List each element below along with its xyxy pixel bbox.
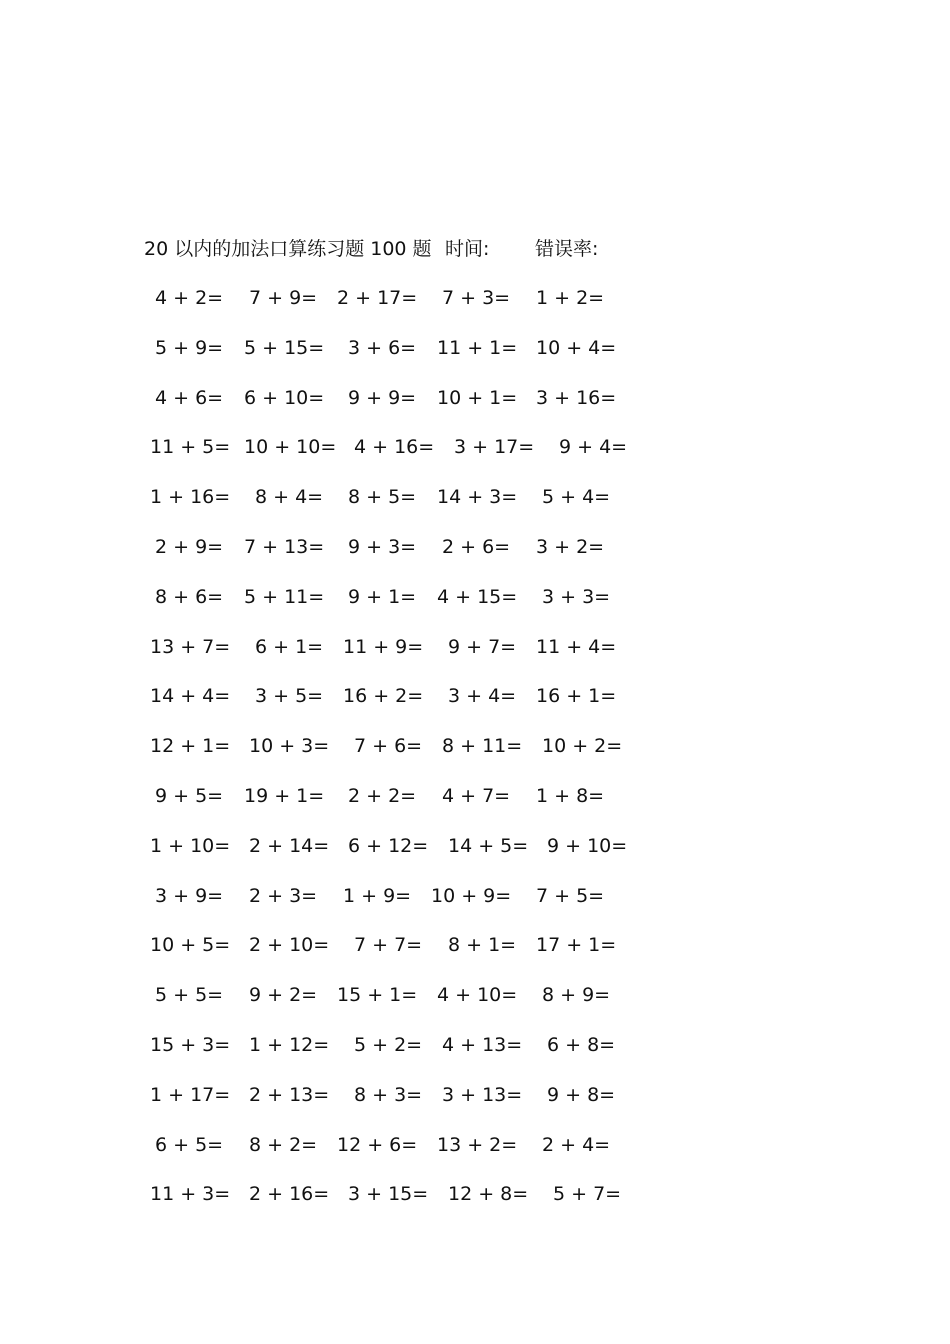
addition-problem: 9 + 2= — [249, 984, 318, 1007]
problem-row — [0, 432, 950, 462]
problem-row — [0, 831, 950, 861]
addition-problem: 3 + 4= — [448, 685, 517, 708]
addition-problem: 2 + 17= — [337, 287, 418, 309]
addition-problem: 6 + 8= — [547, 1034, 616, 1056]
addition-problem: 8 + 9= — [542, 984, 611, 1007]
addition-problem: 9 + 9= — [348, 386, 417, 409]
addition-problem: 7 + 13= — [244, 536, 325, 558]
addition-problem: 4 + 7= — [442, 785, 511, 807]
addition-problem: 5 + 2= — [354, 1034, 423, 1056]
addition-problem: 3 + 3= — [542, 585, 611, 608]
addition-problem: 1 + 16= — [150, 486, 231, 509]
addition-problem: 14 + 5= — [448, 834, 529, 857]
addition-problem: 7 + 5= — [536, 884, 605, 907]
addition-problem: 4 + 13= — [442, 1034, 523, 1056]
addition-problem: 2 + 9= — [155, 536, 224, 558]
problem-row — [0, 582, 950, 612]
addition-problem: 7 + 9= — [249, 287, 318, 309]
addition-problem: 5 + 5= — [155, 984, 224, 1007]
addition-problem: 6 + 10= — [244, 386, 325, 409]
addition-problem: 13 + 2= — [437, 1133, 518, 1156]
addition-problem: 8 + 5= — [348, 486, 417, 509]
addition-problem: 3 + 2= — [536, 536, 605, 558]
problem-row — [0, 632, 950, 662]
problem-row — [0, 881, 950, 911]
addition-problem: 5 + 15= — [244, 336, 325, 359]
addition-problem: 11 + 4= — [536, 635, 617, 658]
addition-problem: 5 + 4= — [542, 486, 611, 509]
addition-problem: 6 + 12= — [348, 834, 429, 857]
addition-problem: 4 + 10= — [437, 984, 518, 1007]
addition-problem: 6 + 5= — [155, 1133, 224, 1156]
addition-problem: 14 + 3= — [437, 486, 518, 509]
addition-problem: 7 + 6= — [354, 735, 423, 758]
addition-problem: 19 + 1= — [244, 785, 325, 807]
addition-problem: 2 + 2= — [348, 785, 417, 807]
addition-problem: 8 + 2= — [249, 1133, 318, 1156]
addition-problem: 11 + 9= — [343, 635, 424, 658]
problem-row — [0, 1130, 950, 1160]
addition-problem: 16 + 1= — [536, 685, 617, 708]
addition-problem: 3 + 13= — [442, 1083, 523, 1106]
problem-row — [0, 930, 950, 960]
time-label: 时间: — [445, 238, 490, 260]
addition-problem: 15 + 1= — [337, 984, 418, 1007]
addition-problem: 8 + 3= — [354, 1083, 423, 1106]
addition-problem: 9 + 8= — [547, 1083, 616, 1106]
addition-problem: 1 + 8= — [536, 785, 605, 807]
addition-problem: 14 + 4= — [150, 685, 231, 708]
addition-problem: 8 + 6= — [155, 585, 224, 608]
addition-problem: 8 + 4= — [255, 486, 324, 509]
addition-problem: 9 + 3= — [348, 536, 417, 558]
addition-problem: 1 + 9= — [343, 884, 412, 907]
addition-problem: 7 + 7= — [354, 934, 423, 957]
problem-row — [0, 681, 950, 711]
problem-row — [0, 1080, 950, 1110]
addition-problem: 4 + 16= — [354, 436, 435, 459]
addition-problem: 11 + 1= — [437, 336, 518, 359]
addition-problem: 2 + 16= — [249, 1183, 330, 1206]
addition-problem: 12 + 6= — [337, 1133, 418, 1156]
error-rate-label: 错误率: — [535, 238, 599, 260]
problem-row — [0, 283, 950, 313]
addition-problem: 3 + 9= — [155, 884, 224, 907]
addition-problem: 10 + 4= — [536, 336, 617, 359]
addition-problem: 3 + 5= — [255, 685, 324, 708]
addition-problem: 13 + 7= — [150, 635, 231, 658]
addition-problem: 2 + 3= — [249, 884, 318, 907]
problem-row — [0, 383, 950, 413]
problem-row — [0, 781, 950, 811]
addition-problem: 17 + 1= — [536, 934, 617, 957]
addition-problem: 10 + 9= — [431, 884, 512, 907]
addition-problem: 1 + 12= — [249, 1034, 330, 1056]
problem-row — [0, 333, 950, 363]
addition-problem: 5 + 9= — [155, 336, 224, 359]
addition-problem: 1 + 2= — [536, 287, 605, 309]
addition-problem: 4 + 15= — [437, 585, 518, 608]
addition-problem: 9 + 4= — [559, 436, 628, 459]
addition-problem: 5 + 7= — [553, 1183, 622, 1206]
addition-problem: 10 + 10= — [244, 436, 337, 459]
addition-problem: 9 + 7= — [448, 635, 517, 658]
addition-problem: 3 + 17= — [454, 436, 535, 459]
addition-problem: 12 + 1= — [150, 735, 231, 758]
addition-problem: 2 + 13= — [249, 1083, 330, 1106]
addition-problem: 9 + 1= — [348, 585, 417, 608]
addition-problem: 1 + 17= — [150, 1083, 231, 1106]
problem-row — [0, 1030, 950, 1060]
problem-row — [0, 1179, 950, 1209]
addition-problem: 7 + 3= — [442, 287, 511, 309]
addition-problem: 16 + 2= — [343, 685, 424, 708]
addition-problem: 1 + 10= — [150, 834, 231, 857]
addition-problem: 10 + 1= — [437, 386, 518, 409]
problem-row — [0, 482, 950, 512]
addition-problem: 4 + 2= — [155, 287, 224, 309]
addition-problem: 9 + 10= — [547, 834, 628, 857]
problem-row — [0, 532, 950, 562]
problem-row — [0, 731, 950, 761]
addition-problem: 9 + 5= — [155, 785, 224, 807]
addition-problem: 3 + 16= — [536, 386, 617, 409]
addition-problem: 2 + 4= — [542, 1133, 611, 1156]
addition-problem: 11 + 5= — [150, 436, 231, 459]
addition-problem: 15 + 3= — [150, 1034, 231, 1056]
addition-problem: 8 + 1= — [448, 934, 517, 957]
addition-problem: 12 + 8= — [448, 1183, 529, 1206]
addition-problem: 8 + 11= — [442, 735, 523, 758]
addition-problem: 10 + 2= — [542, 735, 623, 758]
addition-problem: 10 + 3= — [249, 735, 330, 758]
addition-problem: 4 + 6= — [155, 386, 224, 409]
addition-problem: 10 + 5= — [150, 934, 231, 957]
addition-problem: 6 + 1= — [255, 635, 324, 658]
addition-problem: 2 + 6= — [442, 536, 511, 558]
addition-problem: 11 + 3= — [150, 1183, 231, 1206]
addition-problem: 3 + 15= — [348, 1183, 429, 1206]
problem-row — [0, 980, 950, 1010]
addition-problem: 2 + 10= — [249, 934, 330, 957]
addition-problem: 5 + 11= — [244, 585, 325, 608]
addition-problem: 2 + 14= — [249, 834, 330, 857]
addition-problem: 3 + 6= — [348, 336, 417, 359]
worksheet-title: 20 以内的加法口算练习题 100 题 — [144, 238, 432, 260]
